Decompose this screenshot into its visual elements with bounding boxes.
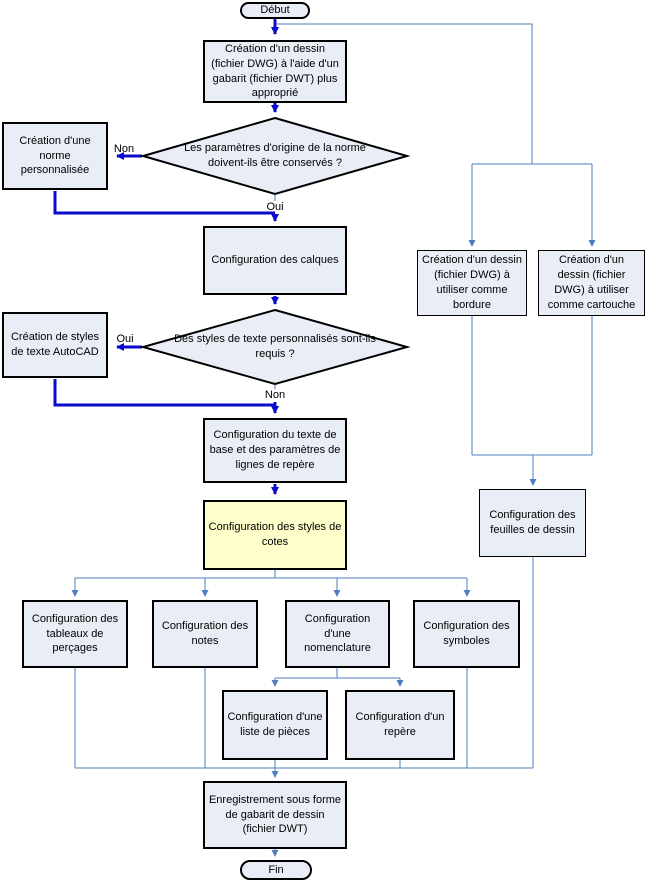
edge-custom-norm-return	[55, 191, 275, 213]
process-titleblock-drawing-label: Création d'un dessin (fichier DWG) à utiliser comme cartouche	[547, 254, 636, 311]
process-border-drawing-label: Création d'un dessin (fichier DWG) à utiliser comme bordure	[422, 254, 522, 311]
process-autocad-text-styles	[2, 312, 108, 378]
process-notes-label: Configuration des notes	[161, 620, 249, 647]
process-bom-label: Configuration d'une nomenclature	[304, 612, 371, 655]
decision-text-styles-text: Des styles de texte personnalisés sont-ils requis ?	[174, 333, 376, 360]
process-sheets	[479, 489, 586, 557]
process-create-drawing	[203, 40, 347, 103]
end-terminator	[240, 860, 312, 880]
end-label: Fin	[268, 863, 284, 876]
process-balloon	[345, 690, 455, 760]
start-label: Début	[260, 4, 290, 17]
branch-label-yes-norm: Oui	[266, 201, 284, 213]
process-dim-styles	[203, 500, 347, 570]
process-bom	[285, 600, 390, 668]
process-create-drawing-label: Création d'un dessin (fichier DWG) à l'aide d'un gabarit (fichier DWT) plus approprié	[211, 42, 339, 100]
process-sheets-label: Configuration des feuilles de dessin	[489, 509, 576, 536]
process-custom-norm-label: Création d'une norme personnalisée	[19, 134, 91, 177]
process-notes	[152, 600, 258, 668]
start-terminator	[240, 2, 310, 19]
process-parts-list	[222, 690, 328, 760]
process-base-text	[203, 418, 347, 483]
process-layers	[203, 226, 347, 295]
process-custom-norm	[2, 122, 108, 190]
process-balloon-label: Configuration d'un repère	[355, 711, 445, 738]
edge-autocad-text-styles-return	[55, 379, 275, 405]
process-save-template-label: Enregistrement sous forme de gabarit de dessin (fichier DWT)	[208, 793, 342, 836]
process-symbols	[413, 600, 520, 668]
process-dim-styles-label: Configuration des styles de cotes	[208, 521, 342, 548]
process-titleblock-drawing	[538, 250, 645, 316]
process-base-text-label: Configuration du texte de base et des paramètres de lignes de repère	[209, 429, 341, 471]
branch-label-yes-text-styles: Oui	[116, 333, 134, 345]
process-hole-tables-label: Configuration des tableaux de perçages	[31, 612, 119, 655]
branch-label-no-text-styles: Non	[264, 389, 286, 401]
process-parts-list-label: Configuration d'une liste de pièces	[227, 711, 323, 738]
decision-norm-text: Les paramètres d'origine de la norme doivent-ils être conservés ?	[184, 142, 366, 169]
process-border-drawing	[417, 250, 527, 316]
process-autocad-text-styles-label: Création de styles de texte AutoCAD	[10, 331, 100, 358]
process-save-template	[203, 781, 347, 849]
process-layers-label: Configuration des calques	[211, 254, 339, 267]
branch-label-no-norm: Non	[113, 143, 135, 155]
process-hole-tables	[22, 600, 128, 668]
process-symbols-label: Configuration des symboles	[423, 620, 510, 647]
